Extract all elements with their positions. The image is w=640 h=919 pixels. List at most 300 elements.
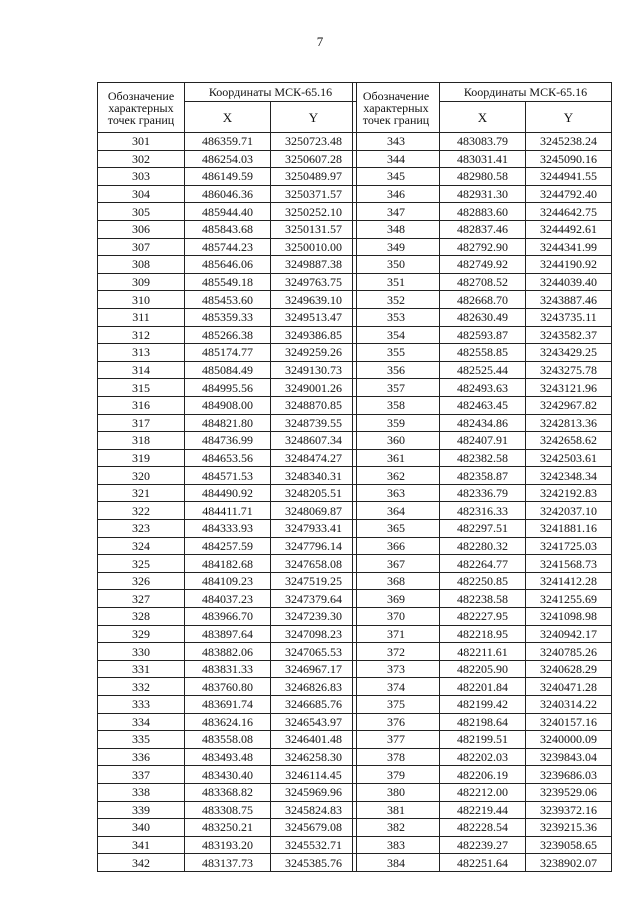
y-coordinate-cell: 3246685.76 [271,696,357,714]
x-coordinate-cell: 482525.44 [440,361,526,379]
x-coordinate-cell: 482297.51 [440,520,526,538]
y-coordinate-cell: 3247658.08 [271,555,357,573]
point-id-cell: 328 [98,608,185,626]
designation-header [98,83,185,133]
table-row [98,537,357,555]
y-coordinate-cell: 3245679.08 [271,819,357,837]
table-row [98,449,357,467]
y-coordinate-cell: 3240942.17 [526,625,612,643]
table-row [98,572,357,590]
point-id-cell: 366 [353,537,440,555]
point-id-cell: 303 [98,168,185,186]
x-coordinate-cell: 482212.00 [440,783,526,801]
page-number: 7 [316,34,324,49]
point-id-cell: 356 [353,361,440,379]
point-id-cell: 349 [353,238,440,256]
point-id-cell: 363 [353,484,440,502]
point-id-cell: 322 [98,502,185,520]
y-coordinate-cell: 3250489.97 [271,168,357,186]
x-coordinate-cell: 484109.23 [185,572,271,590]
table-row [98,801,357,819]
point-id-cell: 309 [98,273,185,291]
y-coordinate-cell: 3243429.25 [526,344,612,362]
y-coordinate-cell: 3240000.09 [526,731,612,749]
y-coordinate-cell: 3249259.26 [271,344,357,362]
x-coordinate-cell: 484736.99 [185,432,271,450]
table-row [353,133,612,151]
table-row [98,273,357,291]
table-row [353,185,612,203]
point-id-cell: 367 [353,555,440,573]
table-row [353,520,612,538]
point-id-cell: 302 [98,150,185,168]
table-row [98,783,357,801]
table-row [353,449,612,467]
x-coordinate-cell: 486254.03 [185,150,271,168]
table-row [353,713,612,731]
x-coordinate-cell: 483897.64 [185,625,271,643]
x-coordinate-cell: 483137.73 [185,854,271,872]
table-row [353,696,612,714]
x-coordinate-cell: 484995.56 [185,379,271,397]
x-coordinate-cell: 485084.49 [185,361,271,379]
point-id-cell: 325 [98,555,185,573]
point-id-cell: 377 [353,731,440,749]
table-row [353,731,612,749]
y-coordinate-cell: 3239686.03 [526,766,612,784]
x-coordinate-cell: 485359.33 [185,308,271,326]
point-id-cell: 346 [353,185,440,203]
y-header: Y [271,102,357,133]
table-row [98,766,357,784]
point-id-cell: 335 [98,731,185,749]
point-id-cell: 336 [98,748,185,766]
coordinates-header: Координаты МСК-65.16 [440,83,612,102]
coordinates-table-right [352,82,612,872]
point-id-cell: 318 [98,432,185,450]
y-coordinate-cell: 3250607.28 [271,150,357,168]
y-coordinate-cell: 3242658.62 [526,432,612,450]
x-coordinate-cell: 483493.48 [185,748,271,766]
point-id-cell: 338 [98,783,185,801]
point-id-cell: 305 [98,203,185,221]
table-row [353,168,612,186]
x-coordinate-cell: 482407.91 [440,432,526,450]
x-coordinate-cell: 483831.33 [185,660,271,678]
y-coordinate-cell: 3247379.64 [271,590,357,608]
x-coordinate-cell: 482198.64 [440,713,526,731]
x-coordinate-cell: 482358.87 [440,467,526,485]
point-id-cell: 321 [98,484,185,502]
point-id-cell: 352 [353,291,440,309]
x-coordinate-cell: 482280.32 [440,537,526,555]
y-coordinate-cell: 3240157.16 [526,713,612,731]
point-id-cell: 308 [98,256,185,274]
y-coordinate-cell: 3249763.75 [271,273,357,291]
table-row [353,660,612,678]
x-coordinate-cell: 485744.23 [185,238,271,256]
characteristic-label: характерных [363,100,429,115]
y-coordinate-cell: 3242967.82 [526,396,612,414]
x-coordinate-cell: 482205.90 [440,660,526,678]
y-coordinate-cell: 3241568.73 [526,555,612,573]
y-coordinate-cell: 3240471.28 [526,678,612,696]
table-row [353,783,612,801]
y-coordinate-cell: 3243735.11 [526,308,612,326]
table-row [98,379,357,397]
table-row [98,555,357,573]
y-coordinate-cell: 3241098.98 [526,608,612,626]
table-row [353,801,612,819]
x-coordinate-cell: 482883.60 [440,203,526,221]
point-id-cell: 370 [353,608,440,626]
table-row [98,467,357,485]
y-coordinate-cell: 3250131.57 [271,220,357,238]
point-id-cell: 372 [353,643,440,661]
point-id-cell: 364 [353,502,440,520]
table-row [98,608,357,626]
y-coordinate-cell: 3241725.03 [526,537,612,555]
x-coordinate-cell: 485843.68 [185,220,271,238]
table-row [98,185,357,203]
y-coordinate-cell: 3247098.23 [271,625,357,643]
y-coordinate-cell: 3248340.31 [271,467,357,485]
y-coordinate-cell: 3249887.38 [271,256,357,274]
x-coordinate-cell: 483760.80 [185,678,271,696]
table-row [98,678,357,696]
y-coordinate-cell: 3242348.34 [526,467,612,485]
y-coordinate-cell: 3242037.10 [526,502,612,520]
x-coordinate-cell: 482708.52 [440,273,526,291]
y-coordinate-cell: 3245532.71 [271,836,357,854]
x-coordinate-cell: 485174.77 [185,344,271,362]
table-row [353,326,612,344]
point-id-cell: 316 [98,396,185,414]
point-id-cell: 354 [353,326,440,344]
table-row [98,660,357,678]
table-row [98,696,357,714]
point-id-cell: 319 [98,449,185,467]
x-coordinate-cell: 483966.70 [185,608,271,626]
table-row [353,150,612,168]
point-id-cell: 383 [353,836,440,854]
x-coordinate-cell: 482980.58 [440,168,526,186]
point-id-cell: 306 [98,220,185,238]
y-coordinate-cell: 3240785.26 [526,643,612,661]
table-row [98,819,357,837]
coordinates-body-right [353,133,612,872]
point-id-cell: 317 [98,414,185,432]
y-coordinate-cell: 3238902.07 [526,854,612,872]
point-id-cell: 343 [353,133,440,151]
x-coordinate-cell: 482227.95 [440,608,526,626]
table-row [98,432,357,450]
table-row [98,326,357,344]
x-coordinate-cell: 484908.00 [185,396,271,414]
x-coordinate-cell: 484490.92 [185,484,271,502]
point-id-cell: 381 [353,801,440,819]
point-id-cell: 320 [98,467,185,485]
table-row [98,396,357,414]
point-id-cell: 373 [353,660,440,678]
x-coordinate-cell: 482749.92 [440,256,526,274]
y-coordinate-cell: 3240628.29 [526,660,612,678]
y-coordinate-cell: 3241881.16 [526,520,612,538]
table-row [353,467,612,485]
table-row [98,836,357,854]
y-coordinate-cell: 3241255.69 [526,590,612,608]
y-coordinate-cell: 3246401.48 [271,731,357,749]
x-coordinate-cell: 482199.42 [440,696,526,714]
point-id-cell: 355 [353,344,440,362]
y-coordinate-cell: 3242503.61 [526,449,612,467]
point-id-cell: 340 [98,819,185,837]
x-coordinate-cell: 482931.30 [440,185,526,203]
x-coordinate-cell: 484257.59 [185,537,271,555]
point-id-cell: 329 [98,625,185,643]
table-row [353,414,612,432]
x-coordinate-cell: 482218.95 [440,625,526,643]
point-id-cell: 359 [353,414,440,432]
y-coordinate-cell: 3246543.97 [271,713,357,731]
x-coordinate-cell: 486359.71 [185,133,271,151]
table-row [353,379,612,397]
y-coordinate-cell: 3245385.76 [271,854,357,872]
table-row [353,748,612,766]
x-coordinate-cell: 482199.51 [440,731,526,749]
point-id-cell: 362 [353,467,440,485]
point-id-cell: 371 [353,625,440,643]
x-coordinate-cell: 482228.54 [440,819,526,837]
y-coordinate-cell: 3246114.45 [271,766,357,784]
table-row [353,238,612,256]
y-coordinate-cell: 3245238.24 [526,133,612,151]
table-row [353,678,612,696]
x-coordinate-cell: 483083.79 [440,133,526,151]
y-coordinate-cell: 3247933.41 [271,520,357,538]
x-coordinate-cell: 485944.40 [185,203,271,221]
table-row [353,220,612,238]
boundary-points-label: точек границ [107,112,175,127]
table-row [353,273,612,291]
y-coordinate-cell: 3245824.83 [271,801,357,819]
point-id-cell: 334 [98,713,185,731]
y-coordinate-cell: 3250252.10 [271,203,357,221]
y-coordinate-cell: 3250371.57 [271,185,357,203]
x-coordinate-cell: 486046.36 [185,185,271,203]
y-coordinate-cell: 3241412.28 [526,572,612,590]
point-id-cell: 324 [98,537,185,555]
table-row [353,484,612,502]
y-coordinate-cell: 3239843.04 [526,748,612,766]
characteristic-label: характерных [108,100,174,115]
x-coordinate-cell: 483368.82 [185,783,271,801]
point-id-cell: 348 [353,220,440,238]
y-coordinate-cell: 3247065.53 [271,643,357,661]
x-coordinate-cell: 482202.03 [440,748,526,766]
x-coordinate-cell: 482264.77 [440,555,526,573]
point-id-cell: 304 [98,185,185,203]
point-id-cell: 375 [353,696,440,714]
y-coordinate-cell: 3248205.51 [271,484,357,502]
table-row [98,168,357,186]
point-id-cell: 323 [98,520,185,538]
x-coordinate-cell: 483031.41 [440,150,526,168]
y-coordinate-cell: 3247796.14 [271,537,357,555]
table-row [98,308,357,326]
point-id-cell: 315 [98,379,185,397]
point-id-cell: 327 [98,590,185,608]
point-id-cell: 344 [353,150,440,168]
x-coordinate-cell: 483308.75 [185,801,271,819]
x-coordinate-cell: 485453.60 [185,291,271,309]
point-id-cell: 331 [98,660,185,678]
y-coordinate-cell: 3239058.65 [526,836,612,854]
y-coordinate-cell: 3244341.99 [526,238,612,256]
point-id-cell: 376 [353,713,440,731]
table-row [98,220,357,238]
table-row [353,203,612,221]
table-row [353,396,612,414]
x-coordinate-cell: 483624.16 [185,713,271,731]
y-coordinate-cell: 3248739.55 [271,414,357,432]
y-coordinate-cell: 3247239.30 [271,608,357,626]
point-id-cell: 301 [98,133,185,151]
table-row [98,502,357,520]
x-coordinate-cell: 482837.46 [440,220,526,238]
designation-label: Обозначение [362,88,430,103]
x-coordinate-cell: 482219.44 [440,801,526,819]
y-coordinate-cell: 3244941.55 [526,168,612,186]
table-row [353,590,612,608]
x-coordinate-cell: 483250.21 [185,819,271,837]
table-row [353,643,612,661]
x-coordinate-cell: 482463.45 [440,396,526,414]
point-id-cell: 350 [353,256,440,274]
table-row [353,361,612,379]
y-coordinate-cell: 3248474.27 [271,449,357,467]
point-id-cell: 357 [353,379,440,397]
table-row [98,643,357,661]
x-header: X [440,102,526,133]
table-row [353,625,612,643]
y-coordinate-cell: 3249386.85 [271,326,357,344]
table-row [98,344,357,362]
point-id-cell: 374 [353,678,440,696]
x-header: X [185,102,271,133]
x-coordinate-cell: 483691.74 [185,696,271,714]
table-row [353,291,612,309]
table-row [98,520,357,538]
table-row [98,291,357,309]
y-coordinate-cell: 3246258.30 [271,748,357,766]
y-coordinate-cell: 3249513.47 [271,308,357,326]
point-id-cell: 312 [98,326,185,344]
table-row [98,625,357,643]
x-coordinate-cell: 482668.70 [440,291,526,309]
point-id-cell: 310 [98,291,185,309]
table-row [98,731,357,749]
x-coordinate-cell: 484571.53 [185,467,271,485]
point-id-cell: 330 [98,643,185,661]
table-row [98,748,357,766]
x-coordinate-cell: 483193.20 [185,836,271,854]
x-coordinate-cell: 484653.56 [185,449,271,467]
x-coordinate-cell: 485549.18 [185,273,271,291]
table-row [353,572,612,590]
point-id-cell: 311 [98,308,185,326]
table-row [353,854,612,872]
y-coordinate-cell: 3242192.83 [526,484,612,502]
x-coordinate-cell: 482201.84 [440,678,526,696]
boundary-points-label: точек границ [362,112,430,127]
point-id-cell: 342 [98,854,185,872]
x-coordinate-cell: 484821.80 [185,414,271,432]
point-id-cell: 379 [353,766,440,784]
y-coordinate-cell: 3248069.87 [271,502,357,520]
table-row [98,361,357,379]
y-coordinate-cell: 3246826.83 [271,678,357,696]
table-row [353,308,612,326]
point-id-cell: 369 [353,590,440,608]
table-row [98,238,357,256]
coordinates-body-left [98,133,357,872]
coordinates-table-left [97,82,357,872]
x-coordinate-cell: 482238.58 [440,590,526,608]
point-id-cell: 339 [98,801,185,819]
x-coordinate-cell: 482239.27 [440,836,526,854]
x-coordinate-cell: 484037.23 [185,590,271,608]
y-coordinate-cell: 3245969.96 [271,783,357,801]
x-coordinate-cell: 482211.61 [440,643,526,661]
x-coordinate-cell: 483882.06 [185,643,271,661]
point-id-cell: 380 [353,783,440,801]
y-coordinate-cell: 3239529.06 [526,783,612,801]
x-coordinate-cell: 485266.38 [185,326,271,344]
table-row [353,432,612,450]
table-row [98,414,357,432]
x-coordinate-cell: 482206.19 [440,766,526,784]
x-coordinate-cell: 482434.86 [440,414,526,432]
x-coordinate-cell: 484333.93 [185,520,271,538]
point-id-cell: 345 [353,168,440,186]
y-coordinate-cell: 3249639.10 [271,291,357,309]
y-coordinate-cell: 3239215.36 [526,819,612,837]
x-coordinate-cell: 482250.85 [440,572,526,590]
y-coordinate-cell: 3243887.46 [526,291,612,309]
table-row [98,484,357,502]
point-id-cell: 358 [353,396,440,414]
y-coordinate-cell: 3245090.16 [526,150,612,168]
point-id-cell: 382 [353,819,440,837]
table-row [353,502,612,520]
table-row [353,537,612,555]
table-row [98,713,357,731]
point-id-cell: 341 [98,836,185,854]
point-id-cell: 360 [353,432,440,450]
y-coordinate-cell: 3244792.40 [526,185,612,203]
y-coordinate-cell: 3242813.36 [526,414,612,432]
y-coordinate-cell: 3248870.85 [271,396,357,414]
table-row [98,590,357,608]
designation-label: Обозначение [107,88,175,103]
y-coordinate-cell: 3244190.92 [526,256,612,274]
coordinates-header: Координаты МСК-65.16 [185,83,357,102]
x-coordinate-cell: 482630.49 [440,308,526,326]
x-coordinate-cell: 482558.85 [440,344,526,362]
point-id-cell: 368 [353,572,440,590]
point-id-cell: 353 [353,308,440,326]
